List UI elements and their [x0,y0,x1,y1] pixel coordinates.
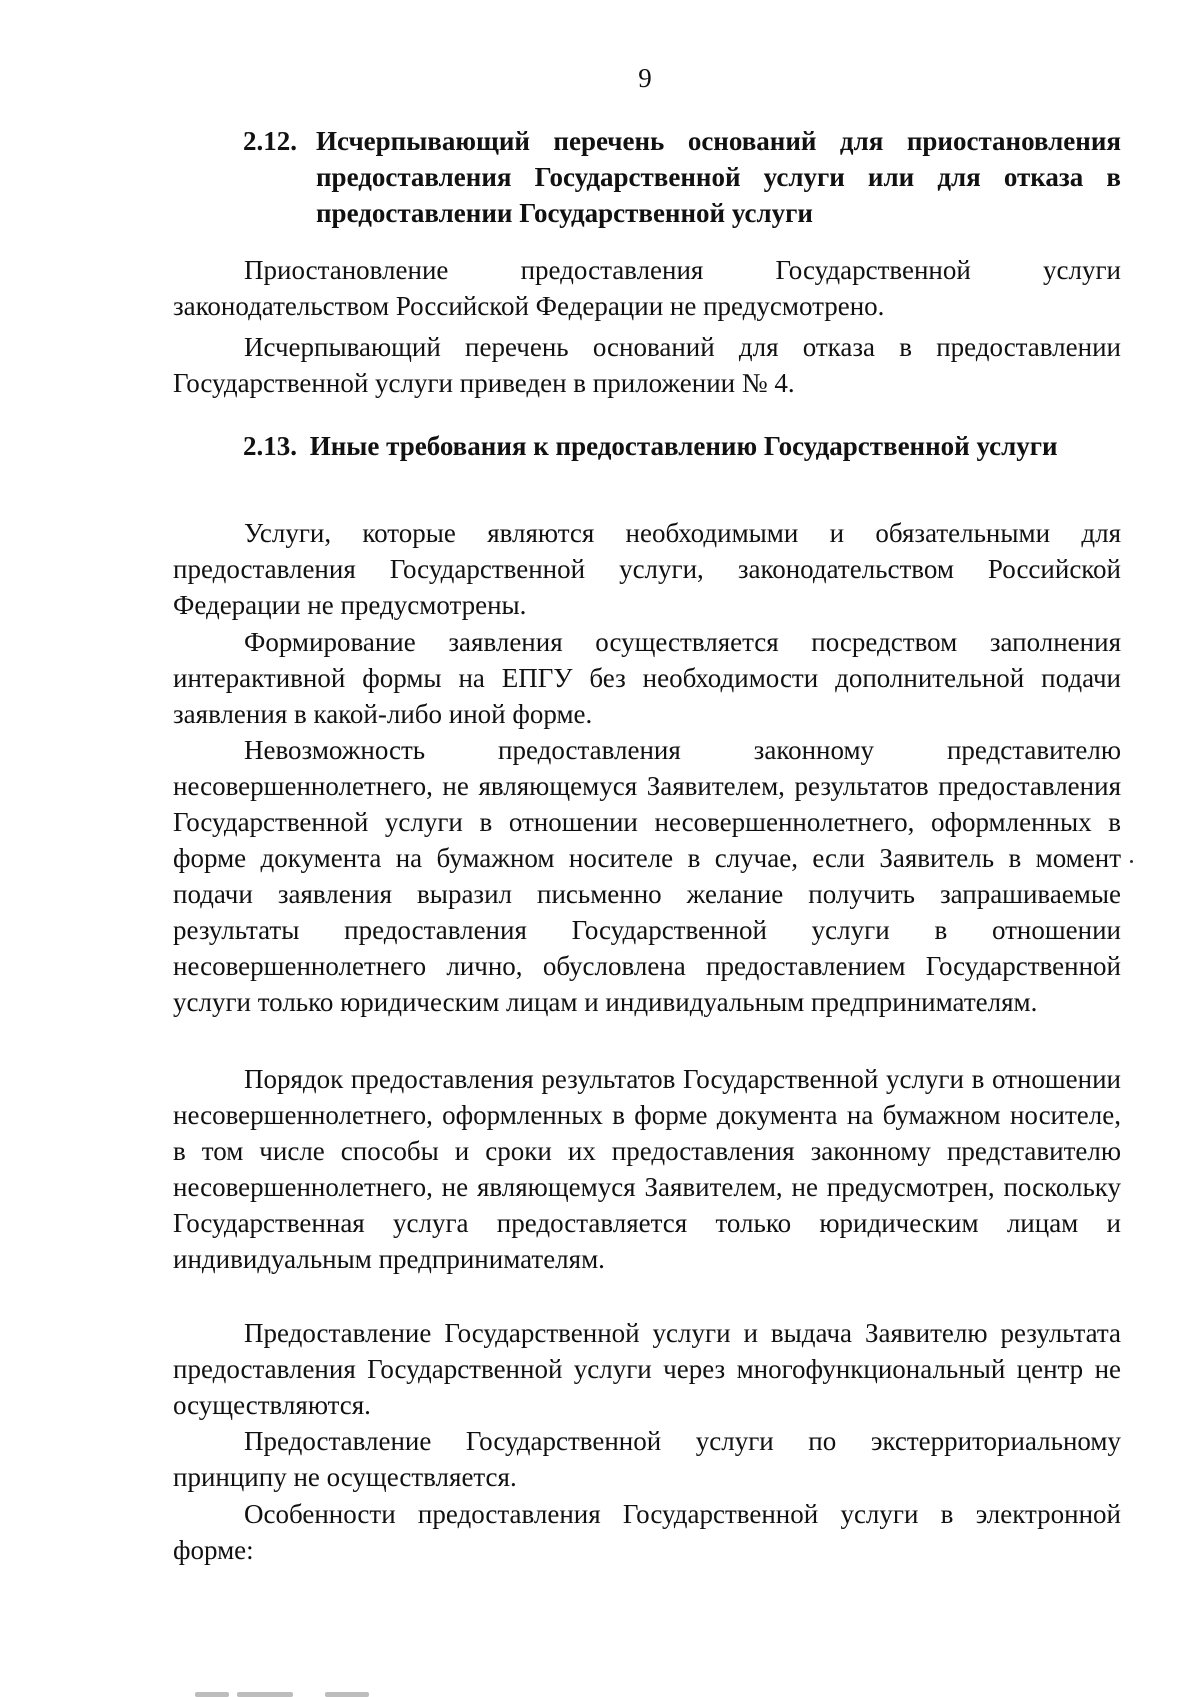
paragraph-procedure: Порядок предоставления результатов Государственной услуги в отношении несовершеннолетнего, оформленных в форме документа на бумажном носителе, в том числе способы и сроки их предоставления законному представителю несовершеннолетнего, не являющемуся Заявителем, не предусмотрен, поскольку Государственная услуга предоставляется только юридическим лицам и индивидуальным предпринимателям. [173,1064,1121,1274]
paragraph-mfc: Предоставление Государственной услуги и выдача Заявителю результата предоставления Государственной услуги через многофункциональный центр не осуществляются. [173,1318,1121,1420]
section-heading-2-13 [243,428,1121,464]
section-number: 2.13. [243,431,297,461]
section-title: Иные требования к предоставлению Государственной услуги [309,431,1058,461]
section-heading-2-12 [243,123,1121,231]
paragraph-refusal-grounds: Исчерпывающий перечень оснований для отказа в предоставлении Государственной услуги приведен в приложении № 4. [173,332,1121,398]
paragraph-impossibility: Невозможность предоставления законному представителю несовершеннолетнего, не являющемуся Заявителем, результатов предоставления Государственной услуги в отношении несовершеннолетнего, оформленных в форме документа на бумажном носителе в случае, если Заявитель в момент подачи заявления выразил письменно желание получить запрашиваемые результаты предоставления Государственной услуги в отношении несовершеннолетнего лично, обусловлена предоставлением Государственной услуги только юридическим лицам и индивидуальным предпринимателям. [173,735,1121,1017]
paragraph-suspension: Приостановление предоставления Государственной услуги законодательством Российской Федерации не предусмотрено. [173,255,1121,321]
paragraph-extraterritorial: Предоставление Государственной услуги по экстерриториальному принципу не осуществляется. [173,1426,1121,1492]
paragraph-mandatory-services: Услуги, которые являются необходимыми и обязательными для предоставления Государственной услуги, законодательством Российской Федерации не предусмотрены. [173,518,1121,620]
scan-speck [1130,860,1133,863]
section-title: Исчерпывающий перечень оснований для приостановления предоставления Государственной услуги или для отказа в предоставлении Государственной услуги [316,126,1121,228]
paragraph-application-form: Формирование заявления осуществляется посредством заполнения интерактивной формы на ЕПГУ без необходимости дополнительной подачи заявления в какой-либо иной форме. [173,627,1121,729]
paragraph-electronic-form: Особенности предоставления Государственной услуги в электронной форме: [173,1499,1121,1565]
section-number: 2.12. [243,126,297,156]
scan-bleed-through [195,1688,425,1697]
page-number: 9 [638,63,652,93]
